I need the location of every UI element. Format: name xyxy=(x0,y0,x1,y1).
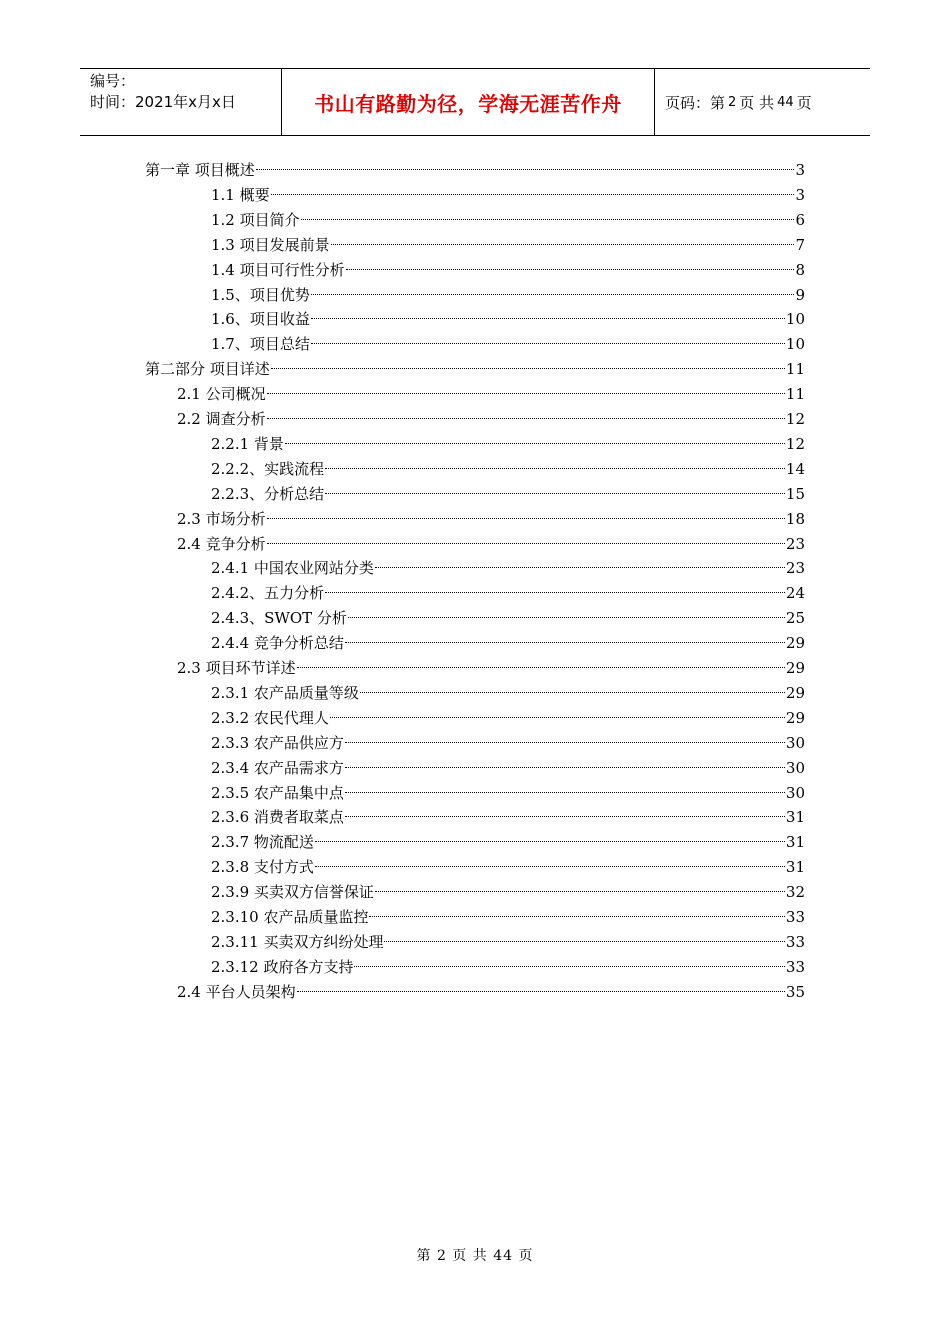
toc-entry[interactable] xyxy=(177,507,805,532)
toc-entry-title: 2.4.4 竞争分析总结 xyxy=(211,634,344,653)
toc-entry[interactable] xyxy=(177,407,805,432)
toc-entry[interactable] xyxy=(211,805,805,830)
toc-entry[interactable] xyxy=(211,706,805,731)
toc-entry[interactable] xyxy=(211,283,805,308)
toc-dot-leader xyxy=(297,667,785,668)
toc-entry-page: 23 xyxy=(785,559,805,578)
toc-dot-leader xyxy=(311,343,785,344)
page-total: 44 xyxy=(777,94,794,110)
toc-entry[interactable] xyxy=(211,233,805,258)
toc-entry-page: 31 xyxy=(785,833,805,852)
toc-entry-page: 8 xyxy=(795,260,805,279)
toc-entry-title: 2.3.6 消费者取菜点 xyxy=(211,808,344,827)
toc-entry-title: 1.3 项目发展前景 xyxy=(211,235,330,254)
toc-entry[interactable] xyxy=(211,183,805,208)
toc-dot-leader xyxy=(267,518,785,519)
toc-entry-title: 1.2 项目简介 xyxy=(211,210,300,229)
toc-entry-title: 2.3 市场分析 xyxy=(177,509,266,528)
toc-entry-page: 14 xyxy=(785,459,805,478)
page-header xyxy=(80,68,870,136)
toc-entry-page: 3 xyxy=(795,185,805,204)
toc-dot-leader xyxy=(375,567,785,568)
header-motto: 书山有路勤为径，学海无涯苦作舟 xyxy=(282,69,655,135)
toc-dot-leader xyxy=(330,717,785,718)
toc-entry-page: 29 xyxy=(785,708,805,727)
toc-entry-page: 11 xyxy=(785,360,805,379)
toc-dot-leader xyxy=(285,443,785,444)
toc-dot-leader xyxy=(271,368,785,369)
toc-entry[interactable] xyxy=(177,656,805,681)
toc-entry-title: 第一章 项目概述 xyxy=(145,161,255,179)
toc-entry[interactable] xyxy=(177,532,805,557)
toc-entry[interactable] xyxy=(211,631,805,656)
toc-entry-title: 2.4.1 中国农业网站分类 xyxy=(211,559,374,578)
toc-entry-title: 2.4.2、五力分析 xyxy=(211,584,325,603)
toc-entry[interactable] xyxy=(211,457,805,482)
toc-dot-leader xyxy=(315,841,785,842)
toc-entry-page: 12 xyxy=(785,410,805,428)
document-number-label: 编号： xyxy=(90,72,136,90)
toc-entry-title: 第二部分 项目详述 xyxy=(145,360,270,379)
toc-entry[interactable] xyxy=(211,731,805,756)
toc-entry[interactable] xyxy=(211,830,805,855)
toc-entry-page: 24 xyxy=(785,584,805,603)
toc-dot-leader xyxy=(346,269,795,270)
toc-entry-title: 2.3.9 买卖双方信誉保证 xyxy=(211,883,374,902)
toc-entry-page: 6 xyxy=(795,210,805,229)
page-suffix: 页 xyxy=(796,93,812,112)
toc-entry[interactable] xyxy=(211,756,805,781)
toc-entry-page: 30 xyxy=(785,758,805,777)
toc-entry-title: 2.3.3 农产品供应方 xyxy=(211,733,344,752)
toc-dot-leader xyxy=(325,493,785,494)
toc-dot-leader xyxy=(348,617,785,618)
toc-entry[interactable] xyxy=(211,258,805,283)
toc-entry[interactable] xyxy=(211,307,805,332)
page-prefix: 页码：第 xyxy=(665,93,726,112)
toc-entry-title: 2.3.11 买卖双方纠纷处理 xyxy=(211,932,384,951)
toc-entry-title: 1.4 项目可行性分析 xyxy=(211,260,345,279)
toc-entry-page: 30 xyxy=(785,783,805,802)
toc-entry[interactable] xyxy=(211,880,805,905)
toc-entry[interactable] xyxy=(145,357,805,382)
toc-entry[interactable] xyxy=(211,581,805,606)
toc-dot-leader xyxy=(267,393,785,394)
toc-entry-page: 33 xyxy=(785,957,805,976)
toc-entry-page: 10 xyxy=(785,310,805,329)
toc-dot-leader xyxy=(345,642,785,643)
toc-dot-leader xyxy=(256,169,795,170)
toc-entry-title: 2.3.7 物流配送 xyxy=(211,833,314,852)
toc-entry-page: 29 xyxy=(785,683,805,702)
toc-entry[interactable] xyxy=(177,382,805,407)
toc-entry-page: 11 xyxy=(785,385,805,404)
toc-entry-title: 2.4 平台人员架构 xyxy=(177,982,296,1001)
toc-entry-title: 2.3.2 农民代理人 xyxy=(211,708,329,727)
toc-entry-title: 2.4.3、SWOT 分析 xyxy=(211,609,347,628)
toc-entry-page: 35 xyxy=(785,982,805,1001)
toc-entry[interactable] xyxy=(211,332,805,357)
toc-entry-title: 2.3.8 支付方式 xyxy=(211,858,314,877)
toc-entry-page: 10 xyxy=(785,335,805,354)
toc-entry[interactable] xyxy=(211,482,805,507)
toc-dot-leader xyxy=(345,767,785,768)
toc-entry-page: 33 xyxy=(785,932,805,951)
toc-entry[interactable] xyxy=(211,681,805,706)
toc-entry-title: 2.2 调查分析 xyxy=(177,410,266,428)
toc-entry[interactable] xyxy=(211,606,805,631)
toc-entry[interactable] xyxy=(211,781,805,806)
toc-entry-page: 7 xyxy=(795,235,805,254)
toc-entry[interactable] xyxy=(211,556,805,581)
toc-entry-page: 30 xyxy=(785,733,805,752)
toc-dot-leader xyxy=(345,792,785,793)
toc-entry-title: 2.3 项目环节详述 xyxy=(177,659,296,677)
header-page-info xyxy=(655,69,870,135)
toc-entry-title: 1.7、项目总结 xyxy=(211,335,310,354)
toc-dot-leader xyxy=(331,244,795,245)
toc-entry-page: 9 xyxy=(795,285,805,304)
toc-dot-leader xyxy=(345,816,785,817)
toc-dot-leader xyxy=(325,592,785,593)
toc-dot-leader xyxy=(325,468,785,469)
toc-entry-title: 2.2.3、分析总结 xyxy=(211,484,325,503)
toc-entry-title: 1.6、项目收益 xyxy=(211,310,310,329)
toc-entry-page: 15 xyxy=(785,484,805,503)
toc-dot-leader xyxy=(267,418,785,419)
toc-dot-leader xyxy=(297,991,785,992)
toc-entry[interactable] xyxy=(211,905,805,930)
toc-entry[interactable] xyxy=(211,855,805,880)
toc-entry-title: 2.2.2、实践流程 xyxy=(211,459,325,478)
toc-dot-leader xyxy=(384,941,784,942)
toc-entry-title: 2.3.1 农产品质量等级 xyxy=(211,683,359,702)
toc-entry-title: 2.3.5 农产品集中点 xyxy=(211,783,344,802)
page-mid: 页 共 xyxy=(739,93,775,112)
toc-entry[interactable] xyxy=(211,208,805,233)
toc-entry-page: 29 xyxy=(785,634,805,653)
toc-dot-leader xyxy=(271,194,795,195)
toc-entry-page: 32 xyxy=(785,883,805,902)
toc-entry-title: 2.3.4 农产品需求方 xyxy=(211,758,344,777)
toc-entry-title: 1.5、项目优势 xyxy=(211,285,310,304)
toc-dot-leader xyxy=(360,692,785,693)
toc-dot-leader xyxy=(315,866,785,867)
toc-entry-page: 3 xyxy=(795,161,805,179)
toc-dot-leader xyxy=(311,294,795,295)
toc-dot-leader xyxy=(301,219,795,220)
toc-dot-leader xyxy=(345,742,785,743)
page-number: 2 xyxy=(728,94,737,110)
toc-entry[interactable] xyxy=(211,432,805,457)
toc-entry-page: 12 xyxy=(785,434,805,453)
toc-entry-title: 2.1 公司概况 xyxy=(177,385,266,404)
toc-entry-page: 23 xyxy=(785,534,805,553)
toc-entry-page: 25 xyxy=(785,609,805,628)
toc-entry[interactable] xyxy=(211,930,805,955)
header-meta xyxy=(80,69,282,135)
toc-dot-leader xyxy=(375,891,785,892)
toc-entry-title: 2.2.1 背景 xyxy=(211,434,284,453)
toc-entry-page: 18 xyxy=(785,509,805,528)
toc-entry[interactable] xyxy=(177,980,805,1005)
toc-entry-title: 2.4 竞争分析 xyxy=(177,534,266,553)
toc-dot-leader xyxy=(354,966,784,967)
toc-dot-leader xyxy=(267,543,785,544)
toc-entry-page: 31 xyxy=(785,858,805,877)
page-footer: 第 2 页 共 44 页 xyxy=(416,1248,534,1264)
toc-entry-title: 2.3.10 农产品质量监控 xyxy=(211,908,369,926)
toc-entry[interactable] xyxy=(145,158,805,183)
toc-entry-title: 1.1 概要 xyxy=(211,185,270,204)
toc-entry-title: 2.3.12 政府各方支持 xyxy=(211,957,354,976)
toc-dot-leader xyxy=(311,318,785,319)
document-time-label: 时间：2021年x月x日 xyxy=(90,93,236,111)
toc-entry-page: 29 xyxy=(785,659,805,677)
toc-entry-page: 31 xyxy=(785,808,805,827)
toc-dot-leader xyxy=(369,916,784,917)
toc-entry-page: 33 xyxy=(785,908,805,926)
toc-entry[interactable] xyxy=(211,955,805,980)
